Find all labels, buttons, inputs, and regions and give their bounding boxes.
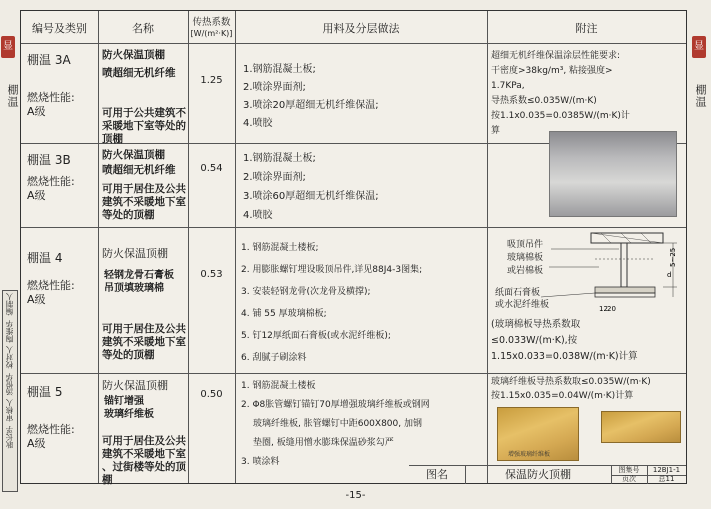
row4-steps: 1. 钢筋混凝土楼板 2. Φ8胀管螺钉锚钉70厚增强玻璃纤维板或钢网 玻璃纤维板, 胀管螺钉中距600X800, 加钢 垫圈, 板缝用憎水膨珠保温砂浆勾严 3. 喷涂料	[241, 381, 430, 467]
dim-label-12: 12	[599, 305, 608, 313]
row3-k-value: 0.53	[200, 269, 223, 280]
title-label: 图名	[409, 466, 466, 484]
sig-checker-label: 校对人	[5, 346, 14, 369]
row3-steps: 1. 钢筋混凝土楼板; 2. 用膨胀螺钉埋设吸顶吊件,详见88J4-3图集; 3. 安装轻钢龙骨(次龙骨及横撑); 4. 铺 55 厚玻璃棉板; 5. 钉12厚纸面石膏板(或水泥纤维板); 6. 刮腻子刷涂料	[241, 243, 423, 363]
row4-name: 防火保温顶棚	[102, 379, 168, 392]
title-block	[409, 465, 686, 484]
diagram-labels-bottom: 纸面石膏板 或水泥纤维板	[495, 288, 550, 310]
atlas-label: 图集号	[611, 466, 648, 476]
row2-name: 防火保温顶棚 喷超细无机纤维	[102, 149, 176, 176]
left-section-label: 棚温	[6, 84, 19, 108]
row4-subname: 锚钉增强 玻璃纤维板	[104, 396, 154, 420]
row2-fire-label: 燃烧性能:	[27, 175, 75, 188]
row3-subname: 轻钢龙骨石膏板 吊顶填玻璃棉	[104, 270, 174, 294]
row4-usage: 可用于居住及公共 建筑不采暖地下室 、过街楼等处的顶 棚	[102, 435, 186, 486]
sprayed-fiber-photo	[549, 131, 677, 217]
sig-reviewer-label: 审核人	[5, 399, 14, 422]
header-k: 传热系数	[192, 17, 231, 28]
atlas-number: 12BJ1-1	[647, 466, 686, 476]
page-number: -15-	[345, 490, 366, 501]
row4-code: 棚温 5	[27, 385, 63, 399]
left-section-tab: 显	[1, 36, 15, 58]
row2-k-value: 0.54	[200, 163, 223, 174]
header-name: 名称	[132, 22, 154, 35]
row1-fire-label: 燃烧性能:	[27, 91, 75, 104]
row3-fire-value: A级	[27, 293, 46, 306]
row1-name: 防火保温顶棚 喷超细无机纤维	[102, 49, 176, 79]
header-k-unit: [W/(m²·K)]	[190, 29, 233, 38]
right-section-tab: 显	[692, 36, 706, 58]
sig-editor-name: 陶维华	[5, 319, 14, 342]
row1-code: 棚温 3A	[27, 53, 71, 67]
note-glasswool: (玻璃棉板导热系数取 ≤0.033W/(m·K),按 1.15x0.033=0.038W/(m·K)计算	[491, 319, 638, 362]
dim-label-gap: 5~25	[669, 247, 677, 267]
row4-k-value: 0.50	[200, 389, 223, 400]
row3-name: 防火保温顶棚	[102, 247, 168, 260]
row2-usage: 可用于居住及公共 建筑不采暖地下室 等处的顶棚	[102, 183, 186, 221]
sig-reviewer-name: 耿长孚	[5, 425, 14, 448]
drawing-sheet	[20, 10, 687, 484]
drawing-title: 保温防火顶棚	[465, 466, 612, 484]
dim-label-20: 20	[607, 305, 616, 313]
row1-steps: 1.钢筋混凝土板; 2.喷涂界面剂; 3.喷涂20厚超细无机纤维保温; 4.喷胶	[243, 64, 379, 129]
right-section-label: 棚温	[694, 84, 707, 108]
row4-fire-label: 燃烧性能:	[27, 423, 75, 436]
row2-code: 棚温 3B	[27, 153, 71, 167]
fiberboard-caption: 增强玻璃纤维板	[508, 451, 551, 458]
fiberboard-photo	[497, 407, 579, 461]
dim-label-d: d	[667, 271, 672, 279]
sig-editor-label: 编制人	[5, 293, 14, 316]
page-label: 页次	[611, 475, 648, 484]
page-total: 总11	[658, 475, 675, 483]
note-fiberboard: 玻璃纤维板导热系数取≤0.035W/(m·K) 按1.15x0.035=0.04W/(m·K)计算	[491, 377, 651, 401]
row4-fire-value: A级	[27, 437, 46, 450]
row1-usage: 可用于公共建筑不 采暖地下室等处的 顶棚	[102, 107, 186, 145]
note-fiber-spec: 超细无机纤维保温涂层性能要求: 干密度>38kg/m³, 粘接强度> 1.7KPa, 导热系数≤0.035W/(m·K) 按1.1x0.035=0.0385W/(m·K)计 算	[491, 51, 630, 136]
row2-fire-value: A级	[27, 189, 46, 202]
sig-checker-name: 汤悦华	[5, 372, 14, 395]
fiberboard-photo-2	[601, 411, 681, 443]
row2-steps: 1.钢筋混凝土板; 2.喷涂界面剂; 3.喷涂60厚超细无机纤维保温; 4.喷胶	[243, 153, 379, 221]
row3-usage: 可用于居住及公共 建筑不采暖地下室 等处的顶棚	[102, 323, 186, 361]
row1-k-value: 1.25	[200, 75, 223, 86]
row3-code: 棚温 4	[27, 251, 63, 265]
header-notes: 附注	[575, 22, 598, 35]
header-method: 用料及分层做法	[322, 22, 400, 35]
header-code: 编号及类别	[32, 22, 87, 35]
signature-strip	[2, 290, 18, 492]
row1-fire-value: A级	[27, 105, 46, 118]
row3-fire-label: 燃烧性能:	[27, 279, 75, 292]
diagram-labels-top: 吸顶吊件 玻璃棉板 或岩棉板	[507, 240, 544, 276]
